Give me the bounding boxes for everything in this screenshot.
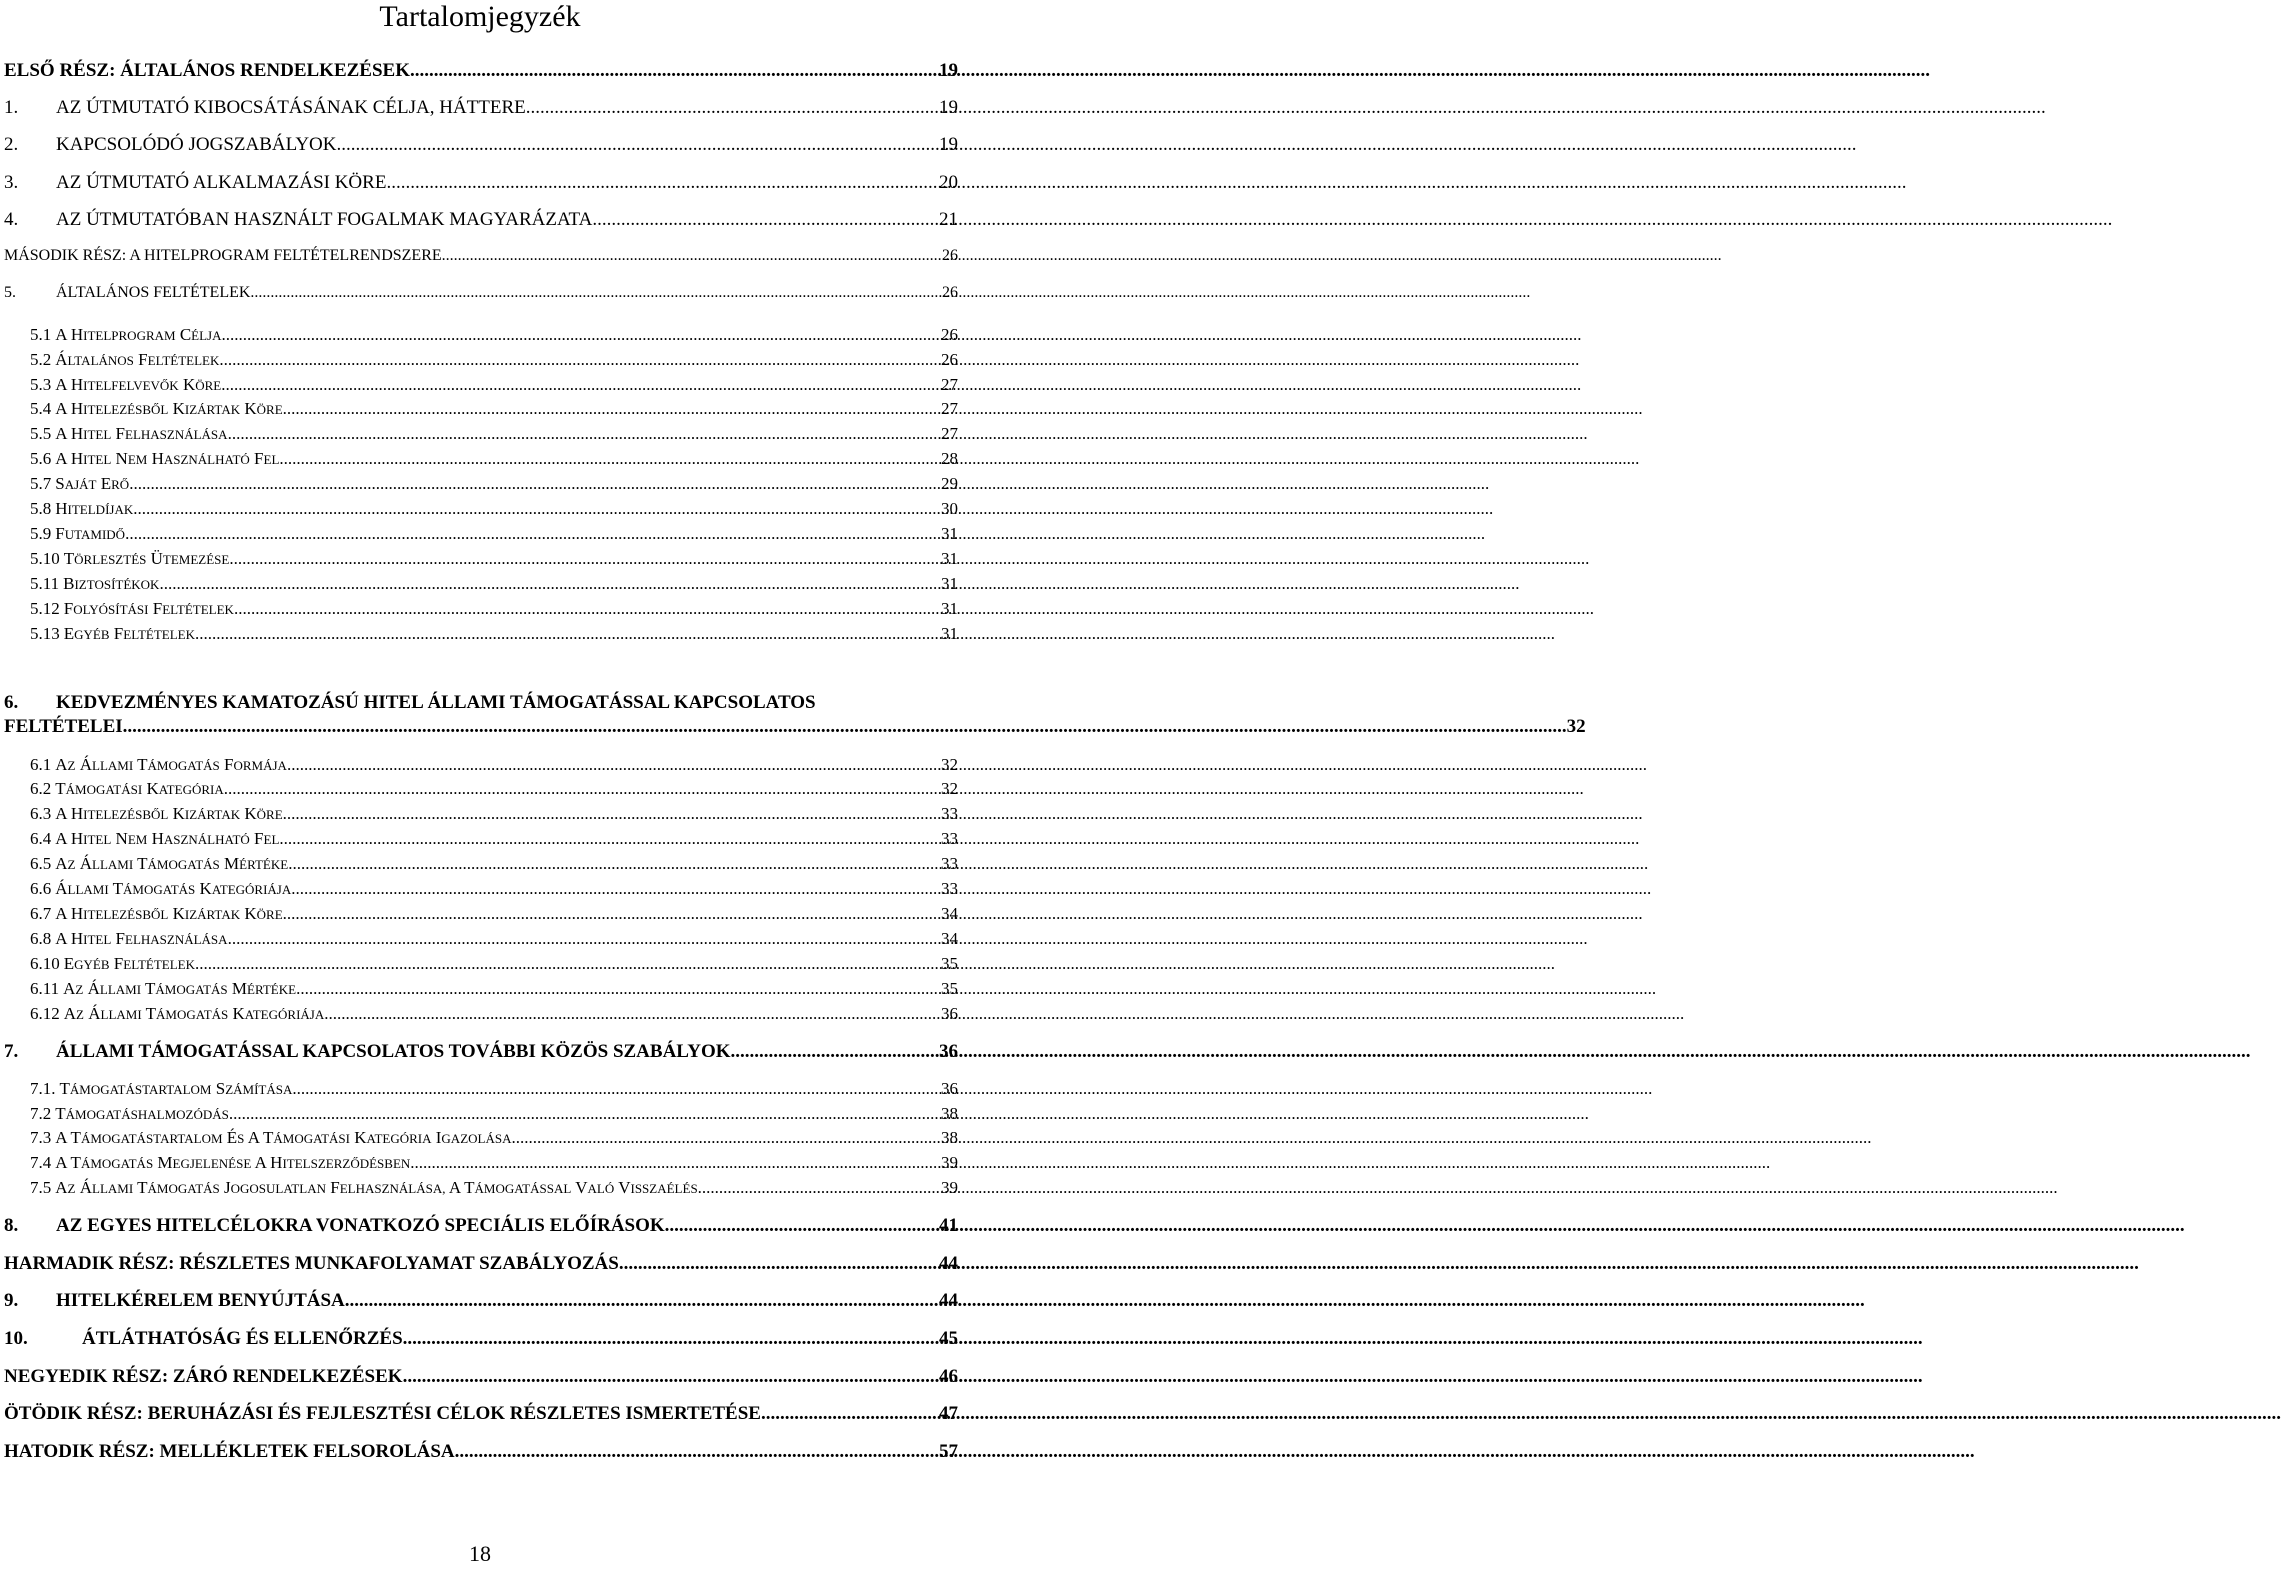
toc-entry[interactable] xyxy=(30,599,958,619)
toc-entry[interactable] xyxy=(30,574,958,594)
dot-leader xyxy=(195,624,939,644)
toc-entry-title: A HITEL FELHASZNÁLÁSA xyxy=(55,424,228,443)
dot-leader xyxy=(123,715,1567,739)
toc-entry-number: 5.8 xyxy=(30,499,52,518)
toc-entry-title: A TÁMOGATÁSTARTALOM ÉS A TÁMOGATÁSI KATEGÓRIA IGAZOLÁSA xyxy=(55,1128,512,1147)
dot-leader xyxy=(291,879,939,899)
toc-entry-title: A HITELEZÉSBŐL KIZÁRTAK KÖRE xyxy=(55,804,283,823)
toc-entry-number: 5.1 xyxy=(30,325,52,344)
toc-entry-page: 19 xyxy=(939,134,958,155)
toc-entry-number: 7.2 xyxy=(30,1104,52,1123)
toc-entry-title: ÁTLÁTHATÓSÁG ÉS ELLENŐRZÉS xyxy=(82,1328,403,1349)
toc-entry-page: 33 xyxy=(941,804,958,823)
toc-entry-page: 34 xyxy=(941,929,958,948)
toc-entry[interactable] xyxy=(4,1041,958,1063)
toc-entry-page: 39 xyxy=(941,1178,958,1197)
toc-entry[interactable] xyxy=(30,624,958,644)
toc-entry-page: 33 xyxy=(941,879,958,898)
toc-entry-page: 36 xyxy=(939,1041,958,1062)
toc-entry-title: ÁLLAMI TÁMOGATÁS KATEGÓRIÁJA xyxy=(55,879,292,898)
toc-entry-number: 2. xyxy=(4,134,19,155)
toc-entry-page: 26 xyxy=(942,284,958,301)
toc-entry-number: 7. xyxy=(4,1041,19,1062)
toc-entry[interactable] xyxy=(4,209,958,231)
toc-entry-title: NEGYEDIK RÉSZ: ZÁRÓ RENDELKEZÉSEK xyxy=(4,1366,403,1387)
toc-entry[interactable] xyxy=(4,97,958,119)
toc-entry-page: 33 xyxy=(941,854,958,873)
toc-entry-title: A TÁMOGATÁS MEGJELENÉSE A HITELSZERZŐDÉSBEN xyxy=(55,1153,411,1172)
dot-leader xyxy=(228,929,939,949)
toc-entry-title: HARMADIK RÉSZ: RÉSZLETES MUNKAFOLYAMAT SZABÁLYOZÁS xyxy=(4,1253,619,1274)
toc-entry[interactable] xyxy=(30,549,958,569)
toc-entry[interactable] xyxy=(30,449,958,469)
toc-entry[interactable] xyxy=(4,1366,958,1388)
toc-entry-number: 6.3 xyxy=(30,804,52,823)
dot-leader xyxy=(410,60,937,82)
toc-entry-page: 19 xyxy=(939,60,958,81)
toc-entry-page: 44 xyxy=(939,1290,958,1311)
toc-entry-title: TÁMOGATÁSI KATEGÓRIA xyxy=(55,779,224,798)
dot-leader xyxy=(455,1441,937,1463)
toc-entry-page: 26 xyxy=(941,325,958,344)
toc-entry[interactable] xyxy=(30,954,958,974)
toc-entry-number: 6.12 xyxy=(30,1004,60,1023)
toc-entry-page: 29 xyxy=(941,474,958,493)
toc-entry[interactable] xyxy=(30,1004,958,1024)
toc-entry-number: 7.4 xyxy=(30,1153,52,1172)
toc-entry[interactable] xyxy=(30,350,958,370)
toc-entry-title: A HITELFELVEVŐK KÖRE xyxy=(55,375,222,394)
dot-leader xyxy=(229,549,939,569)
toc-entry-page: 44 xyxy=(939,1253,958,1274)
toc-entry-number: 5.11 xyxy=(30,574,60,593)
page-title: Tartalomjegyzék xyxy=(379,0,581,33)
toc-entry-number: 5.5 xyxy=(30,424,52,443)
toc-entry-page: 33 xyxy=(941,829,958,848)
dot-leader xyxy=(279,829,939,849)
toc-entry-number: 5.4 xyxy=(30,399,52,418)
dot-leader xyxy=(619,1253,937,1275)
toc-entry-page: 31 xyxy=(941,524,958,543)
toc-entry-title: A HITELEZÉSBŐL KIZÁRTAK KÖRE xyxy=(55,399,283,418)
toc-entry-title: A HITEL FELHASZNÁLÁSA xyxy=(55,929,228,948)
toc-entry-title: HITELKÉRELEM BENYÚJTÁSA xyxy=(56,1290,345,1311)
toc-entry-title: EGYÉB FELTÉTELEK xyxy=(63,954,195,973)
toc-entry-page: 38 xyxy=(941,1128,958,1147)
toc-entry-page: 32 xyxy=(941,755,958,774)
toc-entry[interactable] xyxy=(30,1153,958,1173)
dot-leader xyxy=(224,779,939,799)
toc-entry-page: 35 xyxy=(941,979,958,998)
toc-entry-title: FOLYÓSÍTÁSI FELTÉTELEK xyxy=(63,599,234,618)
toc-entry-number: 6.5 xyxy=(30,854,52,873)
dot-leader xyxy=(386,172,937,194)
toc-entry-number: 5.2 xyxy=(30,350,52,369)
dot-leader xyxy=(228,424,939,444)
dot-leader xyxy=(129,474,939,494)
toc-entry-page: 57 xyxy=(939,1441,958,1462)
toc-entry[interactable] xyxy=(30,499,958,519)
toc-entry[interactable] xyxy=(30,879,958,899)
dot-leader xyxy=(283,904,939,924)
dot-leader xyxy=(403,1366,937,1388)
toc-entry-number: 5.7 xyxy=(30,474,52,493)
dot-leader xyxy=(345,1290,937,1312)
toc-entry-page: 27 xyxy=(941,375,958,394)
toc-entry-number: 5.9 xyxy=(30,524,52,543)
dot-leader xyxy=(698,1178,939,1198)
toc-entry[interactable] xyxy=(30,1104,958,1124)
dot-leader xyxy=(283,804,939,824)
toc-entry-number: 5.12 xyxy=(30,599,60,618)
dot-leader xyxy=(761,1403,937,1425)
toc-entry-number: 6.2 xyxy=(30,779,52,798)
toc-entry-page: 31 xyxy=(941,574,958,593)
toc-entry-title: ELSŐ RÉSZ: ÁLTALÁNOS RENDELKEZÉSEK xyxy=(4,60,410,81)
dot-leader xyxy=(229,1104,939,1124)
toc-entry-number: 7.1. xyxy=(30,1079,56,1098)
toc-entry-number: 7.3 xyxy=(30,1128,52,1147)
toc-entry-title: ÁLLAMI TÁMOGATÁSSAL KAPCSOLATOS TOVÁBBI KÖZÖS SZABÁLYOK xyxy=(56,1041,731,1062)
toc-entry-page: 41 xyxy=(939,1215,958,1236)
toc-entry-number: 6.7 xyxy=(30,904,52,923)
toc-entry-title: AZ ÁLLAMI TÁMOGATÁS JOGOSULATLAN FELHASZNÁLÁSA, A TÁMOGATÁSSAL VALÓ VISSZAÉLÉS xyxy=(55,1178,698,1197)
dot-leader xyxy=(731,1041,937,1063)
toc-entry[interactable] xyxy=(30,904,958,924)
toc-entry-number: 6.4 xyxy=(30,829,52,848)
toc-entry[interactable] xyxy=(30,779,958,799)
toc-entry-title: MÁSODIK RÉSZ: A HITELPROGRAM FELTÉTELRENDSZERE xyxy=(4,247,442,264)
toc-entry-title: BIZTOSÍTÉKOK xyxy=(63,574,160,593)
toc-entry-number: 8. xyxy=(4,1215,19,1236)
toc-entry-title: FUTAMIDŐ xyxy=(55,524,126,543)
dot-leader xyxy=(336,134,937,156)
toc-entry-title: AZ ÁLLAMI TÁMOGATÁS KATEGÓRIÁJA xyxy=(63,1004,325,1023)
toc-entry-number: 5.6 xyxy=(30,449,52,468)
toc-entry-page: 46 xyxy=(939,1366,958,1387)
toc-entry-title: ÁLTALÁNOS FELTÉTELEK xyxy=(55,350,220,369)
toc-entry-page: 21 xyxy=(939,209,958,230)
dot-leader xyxy=(410,1153,939,1173)
dot-leader xyxy=(526,97,937,119)
toc-entry[interactable] xyxy=(30,424,958,444)
toc-entry-number: 5.3 xyxy=(30,375,52,394)
toc-entry-title: EGYÉB FELTÉTELEK xyxy=(63,624,195,643)
toc-entry-title: A HITEL NEM HASZNÁLHATÓ FEL xyxy=(55,449,280,468)
toc-entry-page: 47 xyxy=(939,1403,958,1424)
toc-entry-title: A HITELPROGRAM CÉLJA xyxy=(55,325,222,344)
toc-entry-page: 20 xyxy=(939,172,958,193)
toc-entry[interactable] xyxy=(4,1290,958,1312)
toc-entry-number: 6.8 xyxy=(30,929,52,948)
toc-entry-title: AZ ÁLLAMI TÁMOGATÁS MÉRTÉKE xyxy=(55,854,289,873)
toc-entry-page: 28 xyxy=(941,449,958,468)
toc-entry-title: A HITELEZÉSBŐL KIZÁRTAK KÖRE xyxy=(55,904,283,923)
toc-entry[interactable] xyxy=(30,1079,958,1099)
toc-entry[interactable] xyxy=(4,134,958,156)
toc-entry-title: HATODIK RÉSZ: MELLÉKLETEK FELSOROLÁSA xyxy=(4,1441,455,1462)
toc-entry-number: 6.10 xyxy=(30,954,60,973)
dot-leader xyxy=(287,755,939,775)
toc-entry-title: HITELDÍJAK xyxy=(55,499,134,518)
toc-entry[interactable] xyxy=(4,172,958,194)
toc-entry-page: 36 xyxy=(941,1079,958,1098)
toc-entry-page: 27 xyxy=(941,399,958,418)
toc-entry[interactable] xyxy=(30,399,958,419)
toc-entry-title: TÁMOGATÁSHALMOZÓDÁS xyxy=(55,1104,229,1123)
toc-entry-page: 27 xyxy=(941,424,958,443)
toc-entry[interactable] xyxy=(4,1403,958,1425)
toc-entry-title: AZ ÚTMUTATÓ ALKALMAZÁSI KÖRE xyxy=(56,172,387,193)
toc-entry-title: A HITEL NEM HASZNÁLHATÓ FEL xyxy=(55,829,280,848)
toc-entry[interactable] xyxy=(30,854,958,874)
page-number: 18 xyxy=(469,1541,491,1566)
toc-entry-title: AZ ÚTMUTATÓ KIBOCSÁTÁSÁNAK CÉLJA, HÁTTERE xyxy=(56,97,526,118)
toc-entry[interactable] xyxy=(30,979,958,999)
toc-entry-number: 4. xyxy=(4,209,19,230)
toc-entry-number: 5.10 xyxy=(30,549,60,568)
toc-entry[interactable] xyxy=(30,325,958,345)
toc-entry-number: 6.6 xyxy=(30,879,52,898)
dot-leader xyxy=(592,209,937,231)
dot-leader xyxy=(234,599,939,619)
toc-entry-title: TÖRLESZTÉS ÜTEMEZÉSE xyxy=(63,549,230,568)
toc-entry-number: 6.1 xyxy=(30,755,52,774)
toc-entry-number: 9. xyxy=(4,1290,19,1311)
toc-entry-page: 32 xyxy=(941,779,958,798)
toc-entry[interactable] xyxy=(4,1253,958,1275)
toc-entry-number: 1. xyxy=(4,97,19,118)
dot-leader xyxy=(292,1079,939,1099)
dot-leader xyxy=(665,1215,937,1237)
toc-entry[interactable] xyxy=(30,755,958,775)
toc-entry[interactable] xyxy=(4,691,1586,739)
dot-leader xyxy=(403,1328,937,1350)
toc-entry-number: 10. xyxy=(4,1328,28,1349)
toc-entry[interactable] xyxy=(30,524,958,544)
dot-leader xyxy=(511,1128,939,1148)
toc-entry-page: 26 xyxy=(942,247,958,264)
toc-entry-page: 34 xyxy=(941,904,958,923)
dot-leader xyxy=(219,350,939,370)
dot-leader xyxy=(324,1004,939,1024)
toc-entry-page: 31 xyxy=(941,624,958,643)
toc-entry[interactable] xyxy=(30,1178,958,1198)
toc-entry-page: 45 xyxy=(939,1328,958,1349)
toc-entry-title: TÁMOGATÁSTARTALOM SZÁMÍTÁSA xyxy=(59,1079,293,1098)
toc-entry-number: 6.11 xyxy=(30,979,60,998)
toc-entry[interactable] xyxy=(4,247,958,265)
toc-entry[interactable] xyxy=(30,1128,958,1148)
toc-entry-title: ÖTÖDIK RÉSZ: BERUHÁZÁSI ÉS FEJLESZTÉSI CÉLOK RÉSZLETES ISMERTETÉSE xyxy=(4,1403,761,1424)
toc-entry-page: 31 xyxy=(941,599,958,618)
toc-entry-title: AZ EGYES HITELCÉLOKRA VONATKOZÓ SPECIÁLIS ELŐÍRÁSOK xyxy=(56,1215,665,1236)
toc-entry-number: 3. xyxy=(4,172,19,193)
toc-entry[interactable] xyxy=(4,1441,958,1463)
dot-leader xyxy=(283,399,939,419)
dot-leader xyxy=(250,284,940,302)
toc-entry-page: 35 xyxy=(941,954,958,973)
dot-leader xyxy=(296,979,939,999)
toc-entry-title: AZ ÁLLAMI TÁMOGATÁS MÉRTÉKE xyxy=(63,979,297,998)
toc-entry-page: 38 xyxy=(941,1104,958,1123)
dot-leader xyxy=(279,449,939,469)
toc-entry-title: AZ ÚTMUTATÓBAN HASZNÁLT FOGALMAK MAGYARÁZATA xyxy=(56,209,593,230)
toc-entry-number: 5. xyxy=(4,284,16,301)
toc-entry-number: 6. xyxy=(4,692,19,713)
toc-entry-title: AZ ÁLLAMI TÁMOGATÁS FORMÁJA xyxy=(55,755,287,774)
toc-entry-page: 32 xyxy=(1566,716,1586,737)
toc-entry[interactable] xyxy=(4,1215,958,1237)
toc-entry-page: 36 xyxy=(941,1004,958,1023)
dot-leader xyxy=(442,247,940,265)
toc-entry-title: SAJÁT ERŐ xyxy=(55,474,130,493)
dot-leader xyxy=(195,954,939,974)
toc-entry[interactable] xyxy=(4,60,958,82)
toc-entry-page: 19 xyxy=(939,97,958,118)
dot-leader xyxy=(125,524,939,544)
dot-leader xyxy=(288,854,939,874)
toc-entry-page: 31 xyxy=(941,549,958,568)
toc-entry[interactable] xyxy=(30,829,958,849)
toc-entry[interactable] xyxy=(30,474,958,494)
toc-entry[interactable] xyxy=(30,804,958,824)
toc-entry-number: 5.13 xyxy=(30,624,60,643)
toc-entry[interactable] xyxy=(30,929,958,949)
dot-leader xyxy=(221,375,939,395)
toc-entry-title: ÁLTALÁNOS FELTÉTELEK xyxy=(56,284,251,301)
dot-leader xyxy=(222,325,939,345)
toc-entry-title-continued: FELTÉTELEI xyxy=(4,716,123,737)
toc-entry-page: 30 xyxy=(941,499,958,518)
toc-entry-title: KEDVEZMÉNYES KAMATOZÁSÚ HITEL ÁLLAMI TÁMOGATÁSSAL KAPCSOLATOS xyxy=(56,692,816,713)
dot-leader xyxy=(159,574,939,594)
toc-entry[interactable] xyxy=(4,284,958,302)
toc-entry[interactable] xyxy=(30,375,958,395)
toc-entry[interactable] xyxy=(4,1328,958,1350)
toc-entry-title: KAPCSOLÓDÓ JOGSZABÁLYOK xyxy=(56,134,337,155)
toc-entry-page: 26 xyxy=(941,350,958,369)
toc-entry-page: 39 xyxy=(941,1153,958,1172)
toc-entry-number: 7.5 xyxy=(30,1178,52,1197)
dot-leader xyxy=(133,499,939,519)
